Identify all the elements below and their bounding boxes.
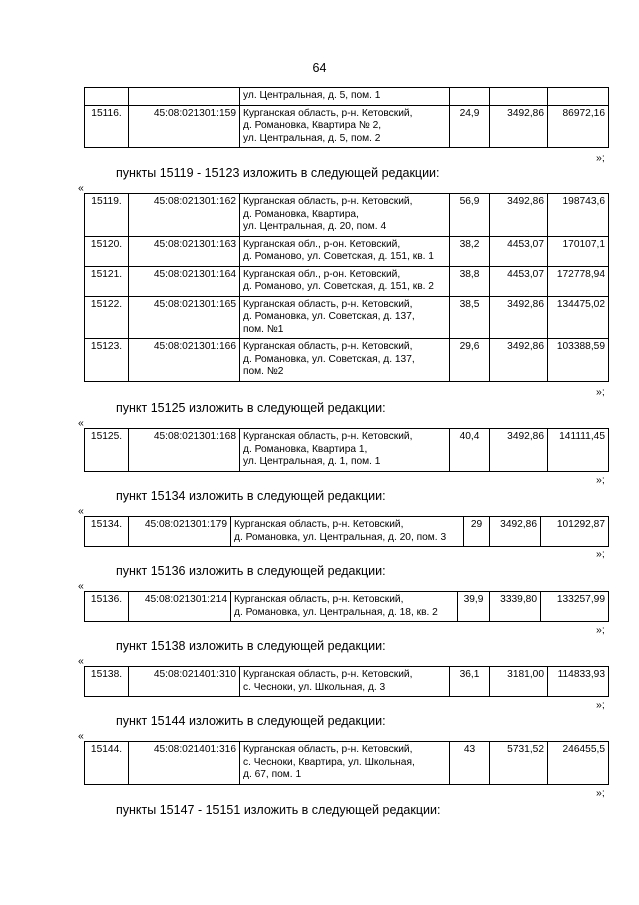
total-value-cell: 133257,99 [541, 592, 609, 622]
instruction-text: пункт 15138 изложить в следующей редакции: [116, 639, 386, 653]
address-line: д. Романовка, Квартира № 2, [243, 120, 382, 131]
unit-price-cell: 4453,07 [490, 236, 548, 266]
address-cell [240, 105, 450, 148]
open-quote-mark: « [78, 730, 84, 742]
address-line: ул. Центральная, д. 20, пом. 4 [243, 221, 387, 232]
table-row [85, 667, 609, 697]
cadastral-number-cell [129, 88, 240, 106]
area-cell: 39,9 [458, 592, 490, 622]
address-line: ул. Центральная, д. 5, пом. 2 [243, 132, 381, 144]
address-line: д. Романовка, ул. Советская, д. 137, [243, 353, 415, 365]
address-line: Курганская область, р-н. Кетовский, [243, 431, 413, 442]
area-cell: 56,9 [450, 194, 490, 237]
total-value-cell: 172778,94 [548, 266, 609, 296]
page-number: 64 [312, 61, 327, 75]
table-row [85, 296, 609, 339]
total-value-cell: 141111,45 [548, 429, 609, 472]
address-cell [240, 742, 450, 785]
address-line: д. Романовка, Квартира, [243, 208, 359, 220]
address-cell [240, 667, 450, 697]
close-quote-mark: »; [596, 699, 605, 711]
address-line: д. Романовка, Квартира 1, [243, 443, 368, 455]
total-value-cell: 101292,87 [541, 517, 609, 547]
row-number-cell: 15136. [85, 592, 129, 622]
unit-price-cell: 5731,52 [490, 742, 548, 785]
table-row [85, 194, 609, 237]
area-cell: 29 [464, 517, 490, 547]
row-number-cell: 15122. [85, 296, 129, 339]
cadastral-number-cell: 45:08:021301:168 [129, 429, 240, 472]
instruction-text: пункт 15134 изложить в следующей редакции: [116, 489, 386, 503]
address-line: д. Романовка, ул. Центральная, д. 20, пом. 3 [234, 531, 447, 543]
row-number-cell: 15116. [85, 105, 129, 148]
area-cell: 24,9 [450, 105, 490, 148]
instruction-text: пункт 15136 изложить в следующей редакции: [116, 564, 386, 578]
address-line: Курганская область, р-н. Кетовский, [234, 519, 404, 530]
address-cell [240, 236, 450, 266]
address-line: Курганская область, р-н. Кетовский, [243, 107, 413, 119]
unit-price-cell: 3181,00 [490, 667, 548, 697]
address-cell [240, 266, 450, 296]
address-line: д. Романово, ул. Советская, д. 151, кв. 2 [243, 281, 434, 292]
close-quote-mark: »; [596, 152, 605, 164]
address-line: д. Романово, ул. Советская, д. 151, кв. 1 [243, 251, 434, 262]
open-quote-mark: « [78, 417, 84, 429]
address-cell [240, 194, 450, 237]
unit-price-cell: 3492,86 [490, 429, 548, 472]
total-value-cell: 114833,93 [548, 667, 609, 697]
cadastral-number-cell: 45:08:021301:159 [129, 105, 240, 148]
cadastral-number-cell: 45:08:021401:316 [129, 742, 240, 785]
address-line: ул. Центральная, д. 1, пом. 1 [243, 456, 381, 467]
address-cell [231, 592, 458, 622]
area-cell: 29,6 [450, 339, 490, 382]
address-line: ул. Центральная, д. 5, пом. 1 [243, 90, 381, 101]
row-number-cell: 15144. [85, 742, 129, 785]
total-value-cell: 134475,02 [548, 296, 609, 339]
cadastral-number-cell: 45:08:021301:214 [129, 592, 231, 622]
address-line: Курганская область, р-н. Кетовский, [243, 196, 413, 207]
instruction-text: пункт 15144 изложить в следующей редакции: [116, 714, 386, 728]
table-row [85, 236, 609, 266]
close-quote-mark: »; [596, 386, 605, 398]
unit-price-cell: 3339,80 [490, 592, 541, 622]
total-value-cell: 103388,59 [548, 339, 609, 382]
instruction-text: пункты 15119 - 15123 изложить в следующей редакции: [116, 166, 440, 180]
close-quote-mark: »; [596, 474, 605, 486]
area-cell: 38,2 [450, 236, 490, 266]
row-number-cell: 15119. [85, 194, 129, 237]
table-row [85, 105, 609, 148]
row-number-cell: 15123. [85, 339, 129, 382]
unit-price-cell: 4453,07 [490, 266, 548, 296]
total-value-cell: 246455,5 [548, 742, 609, 785]
address-line: Курганская область, р-н. Кетовский, [243, 341, 413, 352]
total-value-cell: 198743,6 [548, 194, 609, 237]
area-cell: 43 [450, 742, 490, 785]
cadastral-number-cell: 45:08:021301:163 [129, 236, 240, 266]
address-line: Курганская область, р-н. Кетовский, [243, 744, 413, 755]
total-value-cell [548, 88, 609, 106]
property-table [84, 87, 609, 148]
row-number-cell: 15125. [85, 429, 129, 472]
address-cell [240, 339, 450, 382]
cadastral-number-cell: 45:08:021301:162 [129, 194, 240, 237]
table-row [85, 339, 609, 382]
row-number-cell: 15134. [85, 517, 129, 547]
area-cell [450, 88, 490, 106]
open-quote-mark: « [78, 505, 84, 517]
cadastral-number-cell: 45:08:021301:165 [129, 296, 240, 339]
address-line: с. Чесноки, Квартира, ул. Школьная, [243, 756, 415, 768]
cadastral-number-cell: 45:08:021301:164 [129, 266, 240, 296]
table-row [85, 742, 609, 785]
address-cell [231, 517, 464, 547]
close-quote-mark: »; [596, 548, 605, 560]
open-quote-mark: « [78, 655, 84, 667]
property-table [84, 516, 609, 547]
address-line: д. Романовка, ул. Центральная, д. 18, кв. 2 [234, 606, 438, 618]
property-table [84, 666, 609, 697]
total-value-cell: 170107,1 [548, 236, 609, 266]
row-number-cell: 15138. [85, 667, 129, 697]
unit-price-cell: 3492,86 [490, 105, 548, 148]
instruction-text: пункт 15125 изложить в следующей редакции: [116, 401, 386, 415]
address-line: Курганская обл., р-он. Кетовский, [243, 268, 401, 280]
address-line: Курганская область, р-н. Кетовский, [243, 669, 413, 680]
cadastral-number-cell: 45:08:021301:179 [129, 517, 231, 547]
address-line: пом. №1 [243, 323, 284, 335]
address-line: пом. №2 [243, 366, 284, 377]
address-line: Курганская область, р-н. Кетовский, [234, 594, 404, 605]
row-number-cell [85, 88, 129, 106]
close-quote-mark: »; [596, 624, 605, 636]
close-quote-mark: »; [596, 787, 605, 799]
address-line: Курганская область, р-н. Кетовский, [243, 298, 413, 310]
area-cell: 40,4 [450, 429, 490, 472]
area-cell: 38,8 [450, 266, 490, 296]
unit-price-cell: 3492,86 [490, 194, 548, 237]
address-cell [240, 429, 450, 472]
open-quote-mark: « [78, 580, 84, 592]
address-line: д. Романовка, ул. Советская, д. 137, [243, 311, 415, 322]
unit-price-cell [490, 88, 548, 106]
address-line: с. Чесноки, ул. Школьная, д. 3 [243, 681, 386, 693]
total-value-cell: 86972,16 [548, 105, 609, 148]
unit-price-cell: 3492,86 [490, 339, 548, 382]
address-cell [240, 88, 450, 106]
table-row [85, 592, 609, 622]
property-table [84, 193, 609, 382]
address-line: Курганская обл., р-он. Кетовский, [243, 238, 401, 250]
open-quote-mark: « [78, 182, 84, 194]
cadastral-number-cell: 45:08:021301:166 [129, 339, 240, 382]
unit-price-cell: 3492,86 [490, 517, 541, 547]
table-row [85, 517, 609, 547]
area-cell: 38,5 [450, 296, 490, 339]
area-cell: 36,1 [450, 667, 490, 697]
address-line: д. 67, пом. 1 [243, 769, 302, 780]
address-cell [240, 296, 450, 339]
cadastral-number-cell: 45:08:021401:310 [129, 667, 240, 697]
row-number-cell: 15121. [85, 266, 129, 296]
property-table [84, 428, 609, 472]
row-number-cell: 15120. [85, 236, 129, 266]
instruction-text: пункты 15147 - 15151 изложить в следующей редакции: [116, 803, 441, 817]
table-row [85, 88, 609, 106]
table-row [85, 429, 609, 472]
property-table [84, 591, 609, 622]
property-table [84, 741, 609, 785]
unit-price-cell: 3492,86 [490, 296, 548, 339]
table-row [85, 266, 609, 296]
